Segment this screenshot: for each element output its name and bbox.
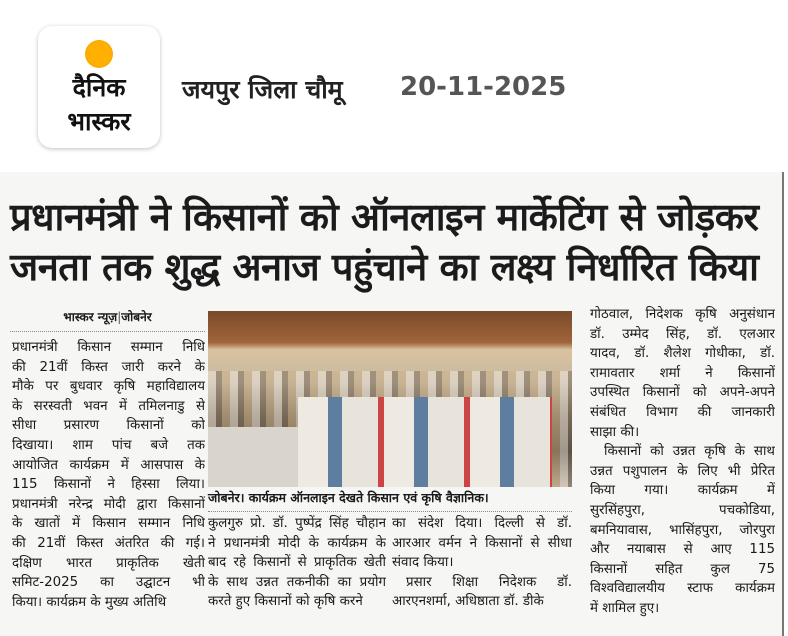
article-line: दक्षिण भारत प्राकृतिक खेती — [12, 555, 205, 571]
article-line: साझा की। — [590, 424, 640, 440]
article-line: किया गया। कार्यक्रम में — [590, 483, 775, 499]
dainik-bhaskar-logo — [38, 26, 160, 148]
article-line: रामावतार शर्मा ने किसानों — [590, 365, 775, 381]
article-line: प्रधानमंत्री नरेन्द्र मोदी द्वारा किसानों — [12, 496, 205, 512]
article-line: में शामिल हुए। — [590, 600, 660, 616]
article-line: यादव, डॉ. शैलेश गोधीका, डॉ. — [590, 346, 775, 362]
article-line: किसानों सहित कुल 75 — [590, 561, 775, 577]
logo-text-line2: भास्कर — [67, 107, 131, 136]
article-line: कुलगुरु प्रो. डॉ. पुष्पेंद्र सिंह चौहान — [208, 516, 386, 531]
article-line: के सरस्वती भवन में तमिलनाडु से — [12, 398, 205, 414]
article-line: करते हुए किसानों को कृषि करने — [208, 594, 363, 610]
article-line: बाद रहे किसानों से प्राकृतिक खेती — [208, 555, 386, 571]
edition-place: जयपुर जिला चौमू — [182, 75, 343, 104]
article-line: ने प्रधानमंत्री मोदी के कार्यक्रम के — [208, 535, 386, 551]
article-line: दिखाया। शाम पांच बजे तक — [12, 437, 205, 453]
article-line: प्रसार शिक्षा निदेशक डॉ. — [406, 574, 572, 590]
article-column-3 — [392, 514, 572, 612]
article-line: किया। कार्यक्रम के मुख्य अतिथि — [12, 594, 167, 610]
article-line: आरआर वर्मन ने किसानों से सीधा — [392, 535, 572, 551]
article-line: समिट-2025 का उद्घाटन भी — [12, 575, 205, 591]
article-line: उन्नत पशुपालन के लिए भी प्रेरित — [590, 463, 775, 479]
article-column-2 — [208, 514, 386, 612]
article-column-4 — [590, 305, 775, 619]
article-line: बमनियावास, भासिंहपुरा, जोरपुरा — [590, 522, 775, 538]
article-line: संबंधित विभाग की जानकारी — [590, 404, 775, 420]
article-line: संवाद किया। — [392, 555, 454, 571]
article-line: आयोजित कार्यक्रम में आसपास के — [12, 457, 205, 473]
article-line: किसानों को उन्नत कृषि के साथ — [604, 444, 775, 460]
headline-line-2: जनता तक शुद्ध अनाज पहुंचाने का लक्ष्य निर्धारित किया — [10, 245, 759, 289]
article-line: की 21वीं किस्त जारी करने के — [12, 359, 205, 375]
article-line: सीधा प्रसारण किसानों को — [12, 418, 205, 434]
article-line: डॉ. उम्मेद सिंह, डॉ. एलआर — [590, 326, 775, 342]
article-line: आरएनशर्मा, अधिष्ठाता डॉ. डीके — [392, 594, 544, 610]
article-line: 115 किसानों ने हिस्सा लिया। — [12, 477, 205, 493]
photo-caption: जोबनेर। कार्यक्रम ऑनलाइन देखते किसान एवं कृषि वैज्ञानिक। — [208, 489, 572, 512]
byline: भास्कर न्यूज़|जोबनेर — [10, 308, 205, 332]
article-line: और नयाबास से आए 115 — [590, 542, 775, 558]
article-line: मौके पर बुधवार कृषि महाविद्यालय — [12, 379, 205, 395]
byline-place: जोबनेर — [121, 310, 152, 324]
headline-line-1: प्रधानमंत्री ने किसानों को ऑनलाइन मार्केटिंग से जोड़कर — [10, 195, 759, 239]
logo-text-line1: दैनिक — [72, 73, 126, 102]
byline-source: भास्कर न्यूज़ — [63, 310, 118, 324]
article-line: सुरसिंहपुरा, पचकोडिया, — [590, 502, 775, 518]
article-line: का संदेश दिया। दिल्ली से डॉ. — [392, 516, 572, 531]
article-line: के साथ उन्नत तकनीकी का प्रयोग — [208, 574, 386, 590]
article-line: की 21वीं किस्त अंतरित की गई। — [12, 535, 205, 551]
article-line: गोठवाल, निदेशक कृषि अनुसंधान — [590, 307, 775, 322]
article-line: प्रधानमंत्री किसान सम्मान निधि — [12, 340, 205, 355]
event-photo — [208, 311, 572, 487]
article-line: विश्वविद्यालयीय स्टाफ कार्यक्रम — [590, 581, 775, 597]
article-column-1 — [12, 338, 205, 612]
edition-date: 20-11-2025 — [400, 72, 567, 102]
sun-icon — [85, 40, 113, 68]
article-line: उपस्थित किसानों को अपने-अपने — [590, 385, 775, 401]
article-line: के खातों में किसान सम्मान निधि — [12, 516, 205, 532]
